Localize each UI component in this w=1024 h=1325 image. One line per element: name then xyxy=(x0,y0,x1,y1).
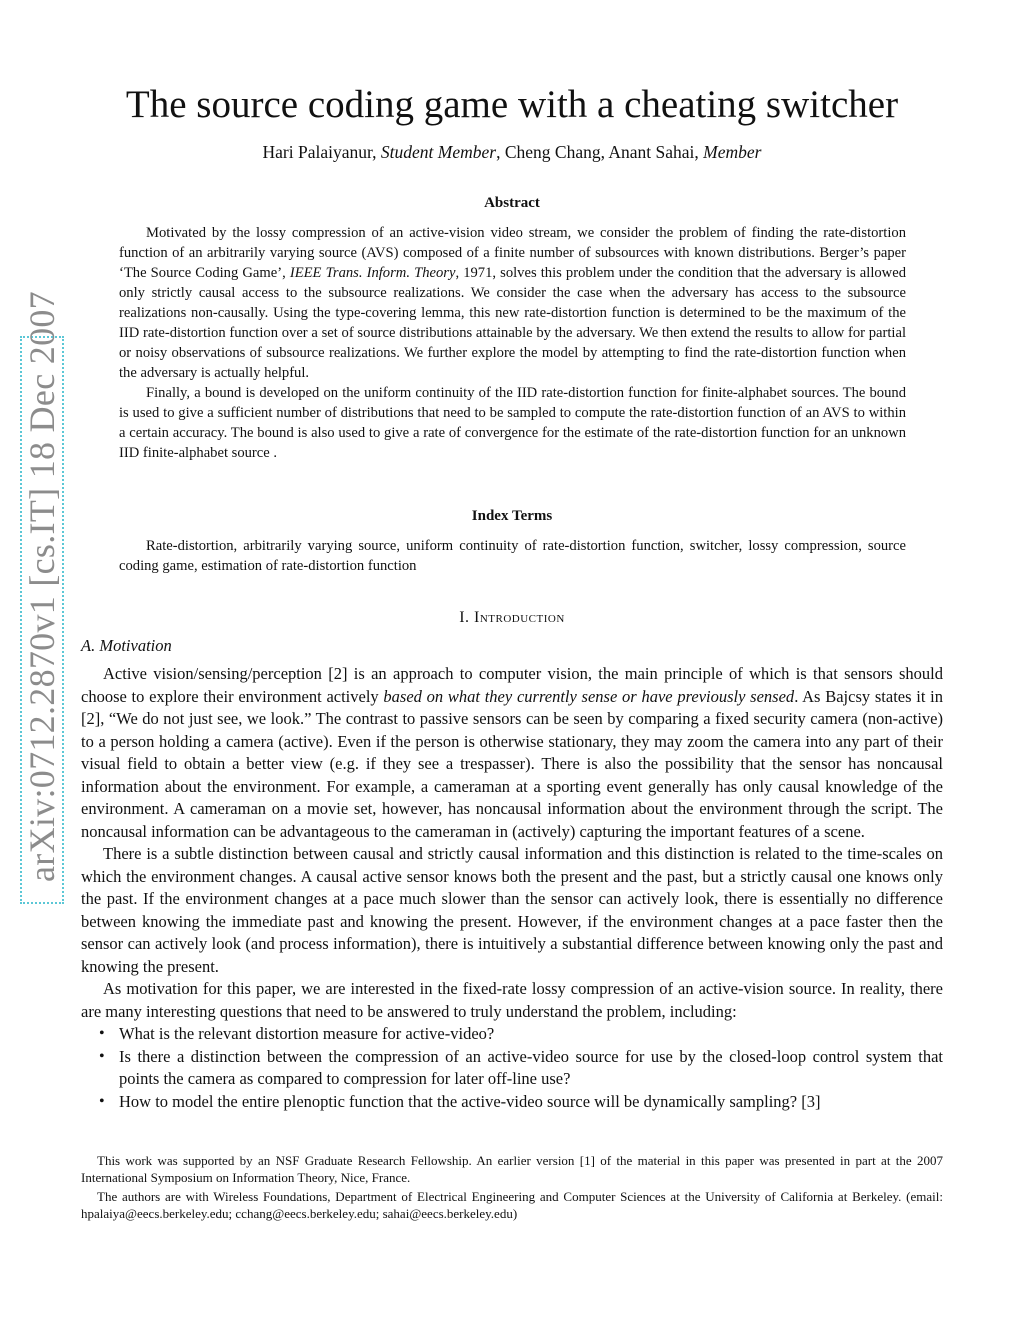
author-role-2: Member xyxy=(703,142,762,162)
body-text xyxy=(81,663,943,1113)
list-item-text: What is the relevant distortion measure for active-video? xyxy=(119,1024,495,1043)
author-line xyxy=(80,141,944,163)
author-role-1: Student Member xyxy=(380,142,497,162)
question-list xyxy=(81,1023,943,1113)
body-paragraph-3: As motivation for this paper, we are interested in the fixed-rate lossy compression of an active-vision source. In reality, there are many interesting questions that need to be answered to truly understand the problem, including: xyxy=(81,979,943,1021)
abstract-text-1a: Motivated by the lossy compression of an active-vision video stream, we consider the problem of finding the rate-distortion function of an arbitrarily varying source (AVS) composed of a finite number of subsources with known distributions. Berger’s paper ‘The Source Coding Game’, xyxy=(119,225,906,281)
author-names-1: Hari Palaiyanur, xyxy=(262,142,381,162)
section-number: I. xyxy=(459,609,475,626)
abstract-body xyxy=(119,223,906,463)
body-text-1a: Active vision/sensing/perception [2] is an approach to computer vision, the main principle of which is that sensors should choose to explore their environment actively xyxy=(81,664,943,706)
subsection-title: Motivation xyxy=(99,636,172,655)
footnote-affiliation: The authors are with Wireless Foundations, Department of Electrical Engineering and Computer Sciences at the University of California at Berkeley. (email: hpalaiya@eecs.berkeley.edu; cchang@eecs.berkeley.edu; sahai@eecs.berkeley.edu) xyxy=(81,1189,943,1221)
list-item-text: How to model the entire plenoptic function that the active-video source will be dynamically sampling? [3] xyxy=(119,1091,821,1111)
abstract-paragraph-1 xyxy=(119,223,906,383)
index-terms-heading: Index Terms xyxy=(471,508,553,524)
subsection-label: A. xyxy=(81,636,100,655)
abstract-text-1b: , 1971, solves this problem under the condition that the adversary is allowed only strictly causal access to the subsource realizations. We consider the case when the adversary has access to the subsource realizations non-causally. Using the type-covering lemma, this new rate-distortion function is determined to be the maximum of the IID rate-distortion function over a set of source distributions attainable by the adversary. We then extend the results to allow for partial or noisy observations of subsource realizations. We further explore the model by attempting to find the rate-distortion function when the adversary is actually helpful. xyxy=(119,265,907,381)
index-terms-text: Rate-distortion, arbitrarily varying source, uniform continuity of rate-distortion function, switcher, lossy compression, source coding game, estimation of rate-distortion function xyxy=(119,538,906,574)
arxiv-identifier: arXiv:0712.2870v1 [cs.IT] 18 Dec 2007 xyxy=(22,291,62,882)
footnote-funding: This work was supported by an NSF Graduate Research Fellowship. An earlier version [1] of the material in this paper was presented in part at the 2007 International Symposium on Information Theory, Nice, France. xyxy=(81,1153,943,1185)
body-paragraph-1 xyxy=(81,663,943,843)
index-terms-body xyxy=(119,536,906,576)
author-names-2: , Cheng Chang, Anant Sahai, xyxy=(496,142,704,162)
body-emphasis: based on what they currently sense or have previously sensed xyxy=(383,686,795,706)
abstract-journal-name: IEEE Trans. Inform. Theory xyxy=(289,265,456,281)
abstract-heading: Abstract xyxy=(484,195,540,211)
list-item xyxy=(81,1046,943,1091)
footnotes xyxy=(81,1152,943,1224)
list-item xyxy=(81,1091,943,1114)
section-title: Introduction xyxy=(474,609,565,626)
abstract-paragraph-2: Finally, a bound is developed on the uniform continuity of the IID rate-distortion function for finite-alphabet sources. The bound is used to give a sufficient number of distributions that need to be sampled to compute the rate-distortion function of an AVS to within a certain accuracy. The bound is also used to give a rate of convergence for the estimate of the rate-distortion function for an unknown IID finite-alphabet source . xyxy=(119,385,906,461)
bullet-icon: • xyxy=(99,1025,105,1042)
body-paragraph-2: There is a subtle distinction between causal and strictly causal information and this distinction is related to the time-scales on which the environment changes. A causal active sensor knows both the present and the past, but a strictly causal one knows only the past. If the environment changes at a pace much slower than the sensor can actively look, there is essentially no difference between knowing the immediate past and knowing the present. However, if the environment changes at a pace faster then the sensor can actively look (and process information), there is intuitively a substantial difference between knowing only the past and knowing the present. xyxy=(81,844,943,976)
subsection-heading xyxy=(81,636,172,656)
bullet-icon: • xyxy=(99,1092,105,1110)
list-item-text: Is there a distinction between the compression of an active-video source for use by the closed-loop control system that points the camera as compared to compression for later off-line use? xyxy=(119,1046,943,1088)
section-heading xyxy=(80,608,944,628)
body-text-1b: . As Bajcsy states it in [2], “We do not just see, we look.” The contrast to passive sensors can be seen by comparing a fixed security camera (non-active) to a person holding a camera (active). Even if the person is otherwise stationary, they may zoom the camera into any part of their visual field to obtain a better view (e.g. if they see a trespasser). There is also the possibility that the sensor has noncausal information about the environment. For example, a cameraman at a sporting event generally has only causal knowledge of the environment. A cameraman on a movie set, however, has noncausal information about the environment through the script. The noncausal information can be advantageous to the cameraman in (actively) capturing the important features of a scene. xyxy=(81,686,944,841)
list-item xyxy=(81,1023,943,1046)
paper-title: The source coding game with a cheating switcher xyxy=(125,83,899,126)
bullet-icon: • xyxy=(99,1047,105,1065)
